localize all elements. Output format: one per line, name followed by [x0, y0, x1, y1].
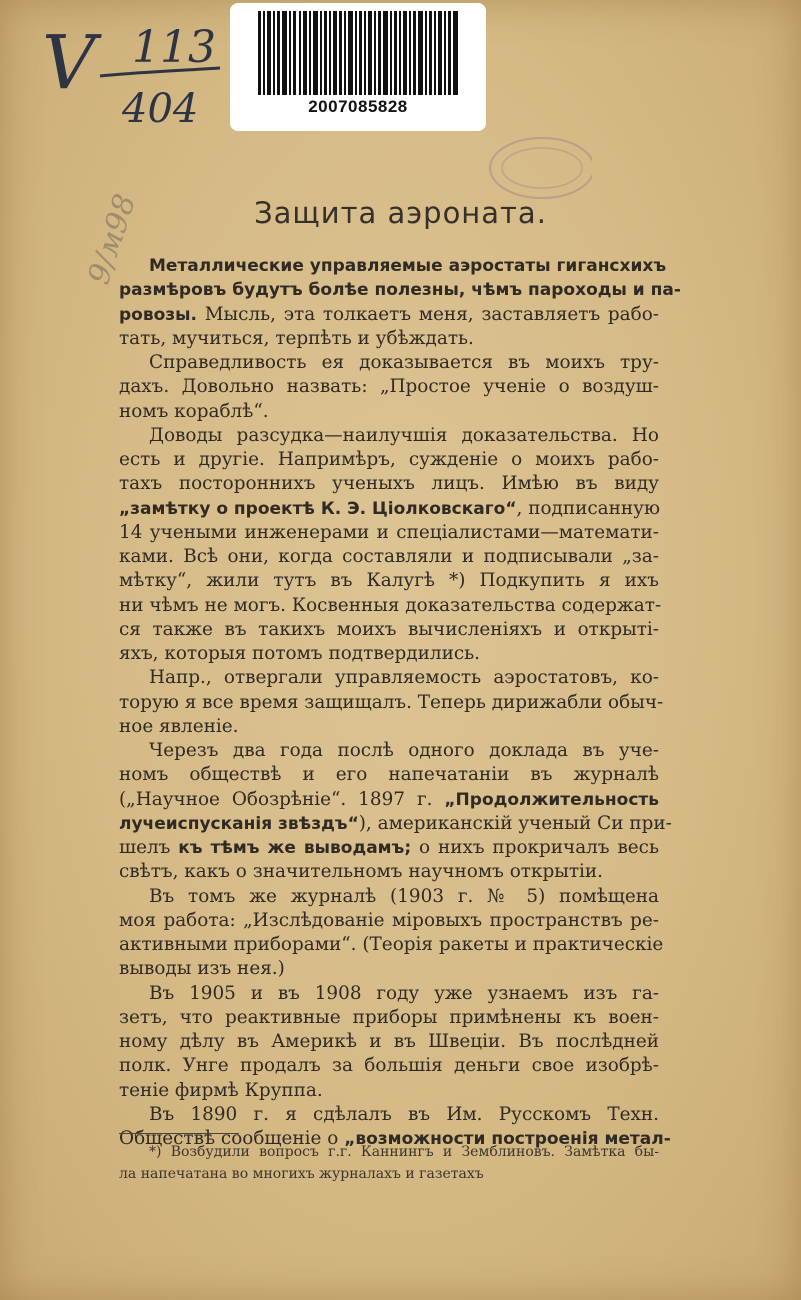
text-run: , подписанную: [516, 497, 660, 519]
footnote: [119, 1141, 659, 1185]
text-run: зетъ, что реактивные приборы примѣнены къ воен-: [119, 1006, 659, 1028]
bold-text-run: „Продолжительность: [444, 789, 659, 810]
footnote-divider: [119, 1133, 239, 1134]
text-line: [119, 351, 659, 375]
text-line: [119, 1006, 659, 1030]
text-run: Въ 1905 и въ 1908 году уже узнаемъ изъ га-: [149, 982, 659, 1004]
text-line: [119, 278, 681, 302]
text-run: ками. Всѣ они, когда составляли и подписывали „за-: [119, 546, 659, 567]
text-line: [119, 618, 659, 642]
text-line: [119, 1079, 659, 1103]
bold-text-run: лучеиспусканія звѣздъ“: [119, 813, 359, 834]
text-line: [119, 642, 659, 666]
bold-text-run: размѣровъ будутъ болѣе полезны, чѣмъ пароходы и па-: [119, 280, 681, 301]
text-line: [119, 521, 659, 545]
text-line: [119, 1030, 659, 1054]
footnote-line: *) Возбудили вопросъ г.г. Каннингъ и Земблиновъ. Замѣтка бы-: [149, 1144, 659, 1160]
text-line: [119, 860, 659, 884]
text-line: [119, 375, 659, 399]
text-run: Въ томъ же журналѣ (1903 г. № 5) помѣщена: [149, 885, 659, 907]
bold-text-run: Металлические управляемые аэростаты гигансхихъ: [149, 256, 667, 276]
text-run: ному дѣлу въ Америкѣ и въ Швеціи. Въ послѣдней: [119, 1031, 659, 1052]
text-line: [119, 909, 659, 933]
text-line: [119, 763, 659, 787]
bold-text-run: ровозы.: [119, 304, 197, 325]
page-title: Защита аэроната.: [254, 196, 547, 230]
text-run: ся также въ такихъ моихъ вычисленіяхъ и открыті-: [119, 618, 659, 640]
text-line: [119, 885, 659, 909]
text-line: [119, 812, 672, 836]
text-line: [119, 472, 659, 496]
bold-text-run: „замѣтку о проектѣ К. Э. Ціолковскаго“: [119, 498, 517, 519]
text-run: ное явленіе.: [119, 715, 239, 737]
text-line: [119, 715, 659, 739]
shelfmark-number-top: 113: [132, 22, 216, 73]
text-run: ни чѣмъ не могъ. Косвенныя доказательства содержат-: [119, 594, 662, 616]
text-run: Справедливость ея доказывается въ моихъ тру-: [149, 352, 659, 373]
text-run: выводы изъ нея.): [119, 958, 285, 980]
bold-text-run: къ тѣмъ же выводамъ;: [178, 838, 412, 858]
text-run: Доводы разсудка—наилучшія доказательства. Но: [149, 424, 659, 446]
text-line: [119, 254, 667, 278]
text-run: ), американскій ученый Си при-: [358, 812, 672, 834]
text-line: [119, 569, 659, 593]
text-run: Мысль, эта толкаетъ меня, заставляетъ рабо-: [197, 303, 659, 325]
text-run: тать, мучиться, терпѣть и убѣждать.: [119, 327, 474, 349]
text-run: торую я все время защищалъ. Теперь дирижабли обыч-: [119, 691, 664, 713]
text-run: тахъ постороннихъ ученыхъ лицъ. Имѣю въ виду: [119, 473, 659, 495]
text-line: [119, 303, 659, 327]
text-line: [119, 497, 659, 521]
text-run: Обществѣ сообщеніе о: [119, 1128, 345, 1149]
text-run: полк. Унге продалъ за большія деньги свое изобрѣ-: [119, 1055, 659, 1077]
shelfmark-number-bottom: 404: [122, 86, 199, 130]
text-run: есть и другіе. Напримѣръ, сужденіе о моихъ рабо-: [119, 449, 659, 470]
handwritten-shelfmark: [40, 10, 230, 130]
text-run: теніе фирмѣ Круппа.: [119, 1079, 323, 1101]
text-run: яхъ, которыя потомъ подтвердились.: [119, 643, 480, 664]
text-line: [119, 400, 659, 424]
text-line: [119, 836, 659, 860]
text-line: [119, 788, 659, 812]
text-run: 14 учеными инженерами и спеціалистами—математи-: [119, 521, 659, 543]
text-run: Въ 1890 г. я сдѣлалъ въ Им. Русскомъ Техн.: [149, 1103, 659, 1125]
text-run: активными приборами“. (Теорія ракеты и практическіе: [119, 934, 664, 955]
text-line: [119, 545, 659, 569]
text-run: номъ кораблѣ“.: [119, 400, 269, 422]
text-run: Напр., отвергали управляемость аэростатовъ, ко-: [149, 667, 659, 689]
text-run: номъ обществѣ и его напечатаніи въ журналѣ: [119, 764, 659, 786]
footnote-line: ла напечатана во многихъ журналахъ и газетахъ: [119, 1166, 484, 1182]
text-run: шелъ: [119, 837, 179, 858]
text-line: [119, 327, 659, 351]
text-run: моя работа: „Изслѣдованіе міровыхъ пространствъ ре-: [119, 909, 659, 931]
text-line: [119, 982, 659, 1006]
text-line: [119, 1054, 659, 1078]
text-line: [119, 691, 664, 715]
text-run: Черезъ два года послѣ одного доклада въ уче-: [149, 740, 659, 761]
barcode-label: [230, 3, 486, 131]
text-run: („Научное Обозрѣніе“. 1897 г.: [119, 788, 445, 810]
text-line: [119, 739, 659, 763]
text-run: мѣтку“, жили тутъ въ Калугѣ *) Подкупить я ихъ: [119, 570, 659, 592]
barcode-bars: [258, 11, 458, 95]
shelfmark-letter: V: [42, 20, 96, 106]
text-line: [119, 1103, 659, 1127]
text-line: [119, 448, 659, 472]
text-line: [119, 933, 664, 957]
text-line: [119, 957, 659, 981]
barcode-number: 2007085828: [308, 97, 408, 116]
pencil-note-text: 9/м98: [81, 190, 144, 289]
text-run: о нихъ прокричалъ весь: [411, 837, 659, 858]
bold-text-run: „возможности построенія метал-: [344, 1129, 671, 1149]
body-text: [119, 254, 681, 1151]
text-run: дахъ. Довольно назвать: „Простое ученіе о воздуш-: [119, 376, 659, 398]
text-run: свѣтъ, какъ о значительномъ научномъ открытіи.: [119, 861, 604, 883]
text-line: [119, 594, 662, 618]
text-line: [119, 666, 659, 690]
text-line: [119, 424, 659, 448]
